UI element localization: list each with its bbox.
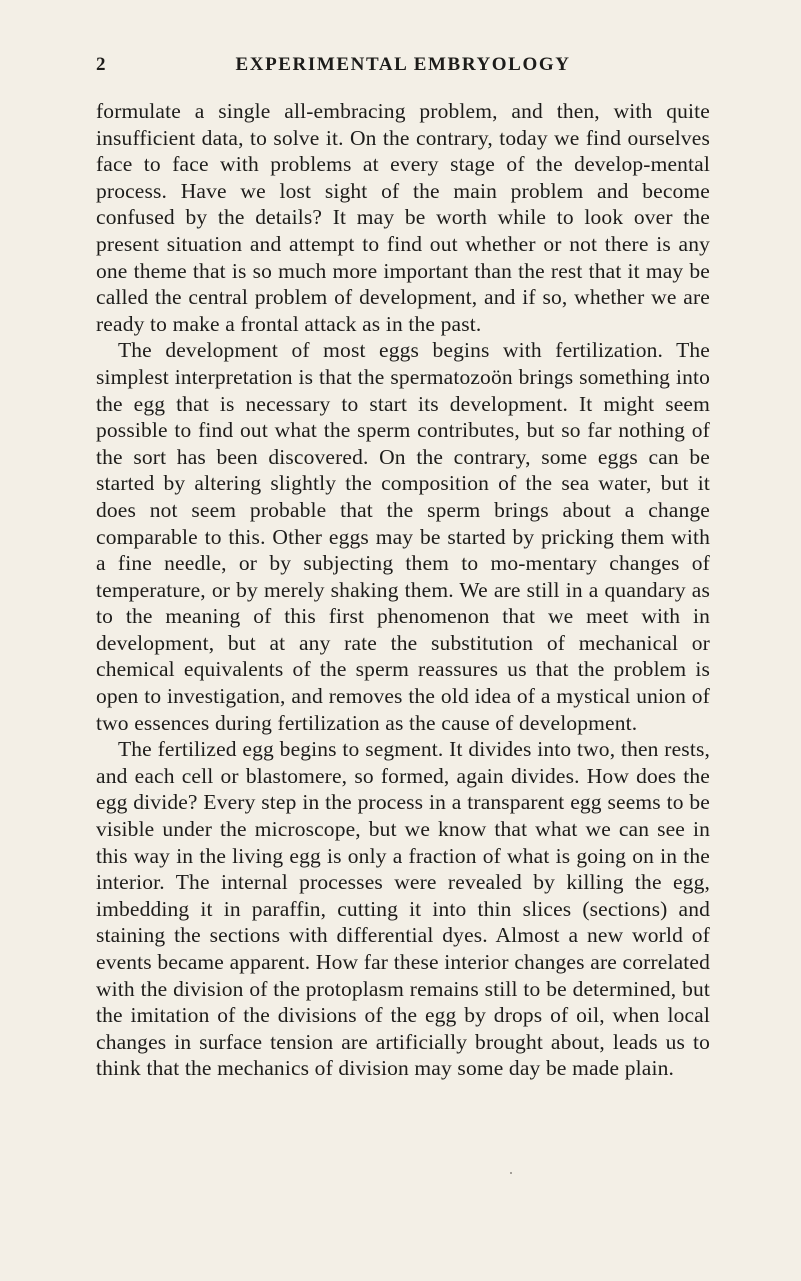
paragraph-fertilization: The development of most eggs begins with fertilization. The simplest interpretation is that the spermatozoön brings something into the egg that is necessary to start its development. It might seem possible to find out what the sperm contributes, but so far nothing of the sort has been discovered. On the contrary, some eggs can be started by altering slightly the composition of the sea water, but it does not seem probable that the sperm brings about a change comparable to this. Other eggs may be started by pricking them with a fine needle, or by subjecting them to mo-mentary changes of temperature, or by merely shaking them. We are still in a quandary as to the meaning of this first phenomenon that we meet with in development, but at any rate the substitution of mechanical or chemical equivalents of the sperm reassures us that the problem is open to investigation, and removes the old idea of a mystical union of two essences during fertilization as the cause of development. [96,338,710,735]
running-title: EXPERIMENTAL EMBRYOLOGY [235,54,571,75]
running-head [96,54,710,80]
page-number: 2 [96,54,106,75]
body-text [96,98,710,1082]
paragraph-continuation: formulate a single all-embracing problem, and then, with quite insufficient data, to solve it. On the contrary, today we find ourselves face to face with problems at every stage of the develop-mental process. Have we lost sight of the main problem and become confused by the details? It may be worth while to look over the present situation and attempt to find out whether or not there is any one theme that is so much more important than the rest that it may be called the central problem of development, and if so, whether we are ready to make a frontal attack as in the past. [96,99,710,336]
paragraph-segmentation: The fertilized egg begins to segment. It divides into two, then rests, and each cell or blastomere, so formed, again divides. How does the egg divide? Every step in the process in a transparent egg seems to be visible under the microscope, but we know that what we can see in this way in the living egg is only a fraction of what is going on in the interior. The internal processes were revealed by killing the egg, imbedding it in paraffin, cutting it into thin slices (sections) and staining the sections with differential dyes. Almost a new world of events became apparent. How far these interior changes are correlated with the division of the protoplasm remains still to be determined, but the imitation of the divisions of the egg by drops of oil, when local changes in surface tension are artificially brought about, leads us to think that the mechanics of division may some day be made plain. [96,737,710,1081]
paper-speck [510,1172,512,1174]
